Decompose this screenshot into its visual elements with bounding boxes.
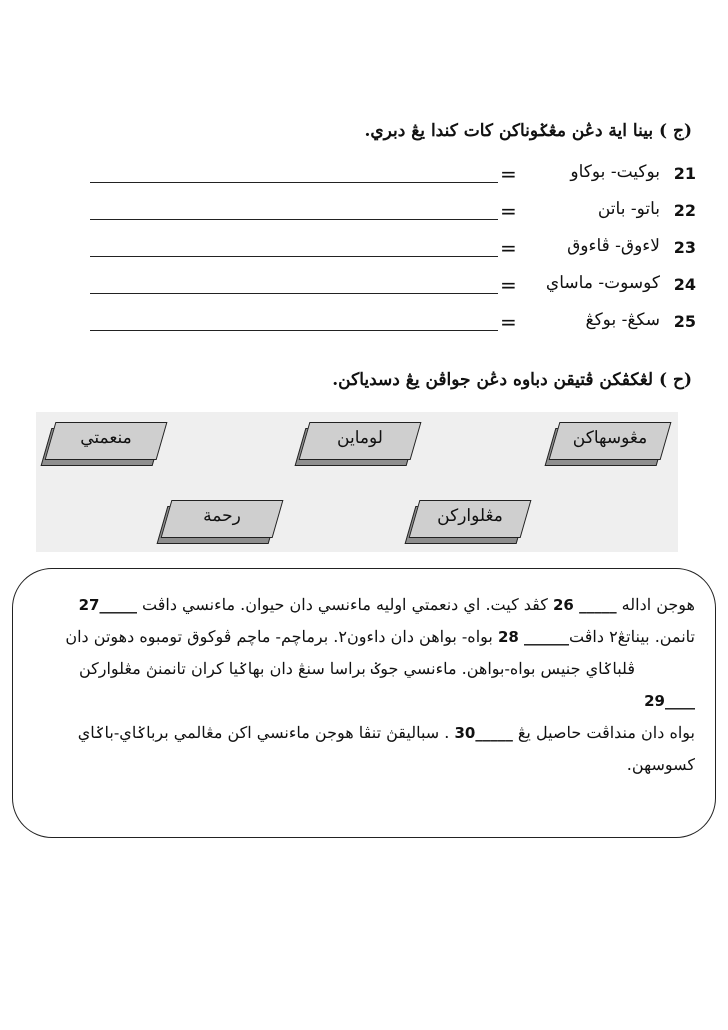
question-number: 24 xyxy=(673,275,696,294)
question-number: 25 xyxy=(673,312,696,331)
equals-sign: = xyxy=(500,310,517,334)
word-tag-label: منعمتي xyxy=(80,428,132,448)
question-word: کوسوت- ماساي xyxy=(545,273,660,293)
blank-30[interactable]: _____30 xyxy=(454,724,513,742)
word-tag[interactable] xyxy=(408,500,528,540)
answer-line[interactable] xyxy=(90,293,498,294)
passage-line: بواه دان منداڤت حاصيل يڠ _____30 . سباليقڽ تنڤا هوجن ماءنسي اکن مڠالمي برباݢاي-باݢاي xyxy=(77,723,695,742)
word-tag-label: مڠوسهاکن xyxy=(572,428,648,448)
passage-line: هوجن اداله _____ 26 کڤد کيت. اي دنعمتي اوليه ماءنسي دان حيوان. ماءنسي داڤت _____27 xyxy=(78,595,695,614)
passage-line: ڤلباݢاي جنيس بواه-بواهن. ماءنسي جوݢ براسا سنڠ دان بهاݢيا کران تانمنڽ مڠلوارکن xyxy=(78,659,635,678)
question-word: لاءوق- ڤاءوق xyxy=(567,236,660,256)
question-word: باتو- باتن xyxy=(597,199,660,219)
equals-sign: = xyxy=(500,199,517,223)
question-number: 23 xyxy=(673,238,696,257)
passage-line xyxy=(33,685,695,717)
blank-29[interactable]: ____29 xyxy=(644,692,695,710)
question-row-23 xyxy=(84,234,696,264)
answer-line[interactable] xyxy=(90,256,498,257)
question-number: 21 xyxy=(673,164,696,183)
passage-line: کسوسهن. xyxy=(626,755,695,774)
section-h-heading: (ح ) لڠکڤکن ڤتيقن دباوه دڠن جواڤن يڠ دسدياکن. xyxy=(332,370,692,390)
question-row-25 xyxy=(84,308,696,338)
question-word: سکڠ- بوکڠ xyxy=(585,310,660,330)
blank-28[interactable]: ______ 28 xyxy=(497,628,570,646)
word-tag[interactable] xyxy=(298,422,418,462)
answer-line[interactable] xyxy=(90,182,498,183)
passage-box xyxy=(12,568,716,838)
blank-26[interactable]: _____ 26 xyxy=(552,596,617,614)
equals-sign: = xyxy=(500,236,517,260)
word-tag-label: رحمة xyxy=(203,506,241,526)
equals-sign: = xyxy=(500,162,517,186)
word-tag[interactable] xyxy=(548,422,668,462)
word-tag[interactable] xyxy=(44,422,164,462)
passage-text xyxy=(33,589,695,781)
question-row-22 xyxy=(84,197,696,227)
question-word: بوکيت- بوکاو xyxy=(570,162,660,182)
answer-line[interactable] xyxy=(90,330,498,331)
word-bank-panel xyxy=(36,412,678,552)
word-tag-label: مڠلوارکن xyxy=(437,506,503,526)
equals-sign: = xyxy=(500,273,517,297)
passage-line: تانمن. بيناتڠ٢ داڤت______ 28 بواه- بواهن دان داءون٢. برماچم- ماچم ڤوکوق تومبوه دهوتن دان xyxy=(65,627,695,646)
word-tag[interactable] xyxy=(160,500,280,540)
word-tag-label: لوماين xyxy=(337,428,383,448)
section-j-heading: (ج ) بينا اية دڠن مڠݢوناکن کات کندا يڠ دبري. xyxy=(364,121,692,141)
question-row-21 xyxy=(84,160,696,190)
blank-27[interactable]: _____27 xyxy=(78,596,137,614)
answer-line[interactable] xyxy=(90,219,498,220)
question-row-24 xyxy=(84,271,696,301)
question-number: 22 xyxy=(673,201,696,220)
